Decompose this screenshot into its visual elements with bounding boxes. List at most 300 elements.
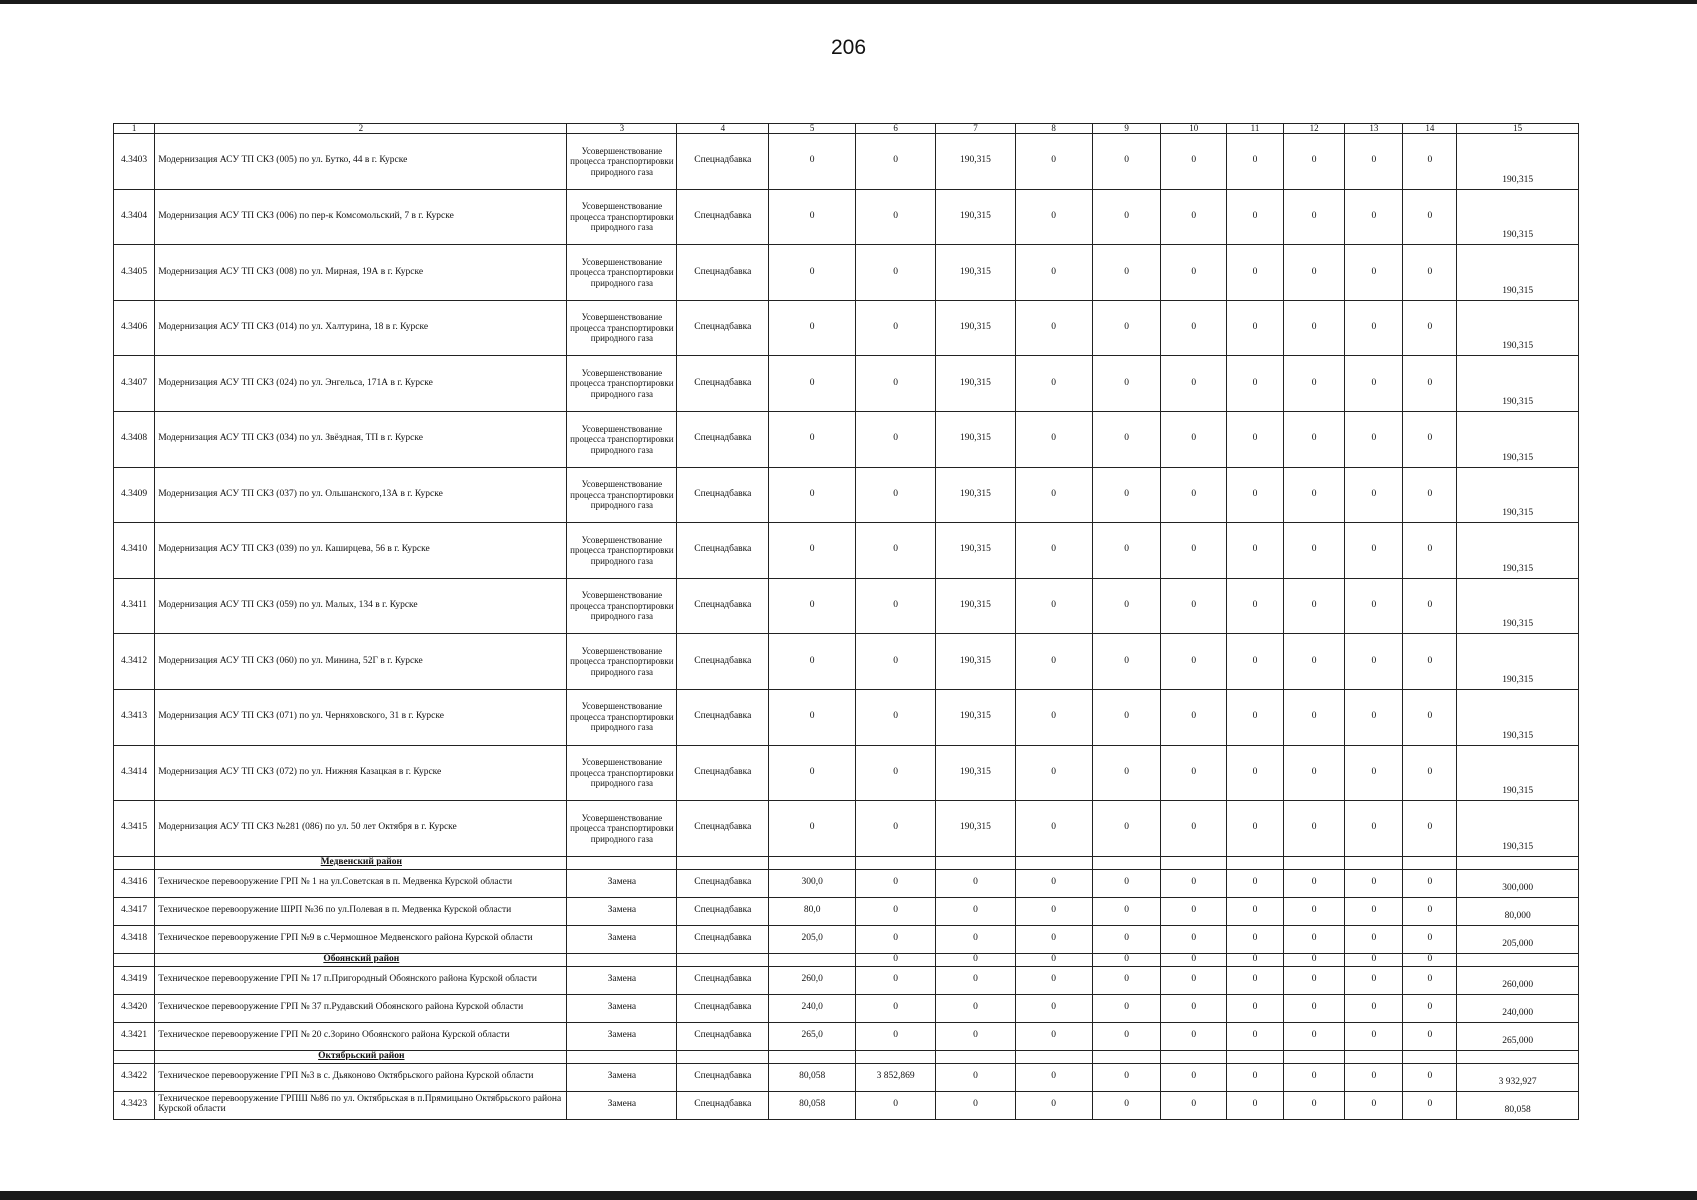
- value-cell-8: 0: [1015, 801, 1092, 857]
- value-cell-9: 0: [1092, 801, 1161, 857]
- project-goal: Замена: [567, 966, 677, 994]
- value-cell-12: 0: [1284, 869, 1345, 897]
- value-cell-6: 0: [855, 801, 935, 857]
- value-cell-7: 0: [936, 1063, 1015, 1091]
- value-cell-10: 0: [1161, 1022, 1227, 1050]
- value-cell-11: 0: [1226, 1022, 1283, 1050]
- section-empty-cell: [1226, 1050, 1283, 1063]
- section-zero-cell: 0: [855, 953, 935, 966]
- row-number: 4.3419: [114, 966, 155, 994]
- section-row: [114, 1050, 1579, 1063]
- project-goal: Замена: [567, 869, 677, 897]
- table-row: [114, 966, 1579, 994]
- column-number-2: 2: [155, 124, 567, 134]
- total-cell: 205,000: [1457, 925, 1579, 953]
- table-row: [114, 356, 1579, 412]
- value-cell-10: 0: [1161, 897, 1227, 925]
- section-zero-cell: 0: [936, 953, 1015, 966]
- value-cell-6: 0: [855, 1091, 935, 1119]
- value-cell-11: 0: [1226, 578, 1283, 634]
- value-cell-5: 260,0: [769, 966, 856, 994]
- value-cell-8: 0: [1015, 966, 1092, 994]
- row-number: 4.3404: [114, 189, 155, 245]
- value-cell-7: 190,315: [936, 189, 1015, 245]
- value-cell-14: 0: [1403, 578, 1457, 634]
- page-number: 206: [830, 36, 867, 59]
- section-empty-cell: [1457, 856, 1579, 869]
- scan-border-bottom: [0, 1191, 1697, 1200]
- value-cell-9: 0: [1092, 578, 1161, 634]
- value-cell-5: 0: [769, 356, 856, 412]
- value-cell-13: 0: [1345, 801, 1403, 857]
- project-name: Модернизация АСУ ТП СКЗ (039) по ул. Каширцева, 56 в г. Курске: [155, 523, 567, 579]
- value-cell-10: 0: [1161, 925, 1227, 953]
- row-number: 4.3414: [114, 745, 155, 801]
- value-cell-11: 0: [1226, 523, 1283, 579]
- value-cell-11: 0: [1226, 300, 1283, 356]
- table-row: [114, 189, 1579, 245]
- project-goal: Замена: [567, 1091, 677, 1119]
- column-number-15: 15: [1457, 124, 1579, 134]
- value-cell-10: 0: [1161, 994, 1227, 1022]
- funding-source: Спецнадбавка: [677, 300, 769, 356]
- section-title: Обоянский район: [155, 953, 567, 966]
- value-cell-5: 0: [769, 134, 856, 190]
- value-cell-10: 0: [1161, 189, 1227, 245]
- table-row: [114, 994, 1579, 1022]
- value-cell-14: 0: [1403, 1063, 1457, 1091]
- value-cell-12: 0: [1284, 578, 1345, 634]
- row-number: 4.3410: [114, 523, 155, 579]
- column-number-14: 14: [1403, 124, 1457, 134]
- section-empty-cell: [1457, 953, 1579, 966]
- row-number: 4.3420: [114, 994, 155, 1022]
- value-cell-11: 0: [1226, 467, 1283, 523]
- value-cell-10: 0: [1161, 300, 1227, 356]
- project-goal: Замена: [567, 925, 677, 953]
- value-cell-8: 0: [1015, 189, 1092, 245]
- table-row: [114, 869, 1579, 897]
- table-row: [114, 1022, 1579, 1050]
- funding-source: Спецнадбавка: [677, 467, 769, 523]
- value-cell-6: 0: [855, 523, 935, 579]
- value-cell-7: 190,315: [936, 245, 1015, 301]
- value-cell-6: 0: [855, 634, 935, 690]
- value-cell-7: 190,315: [936, 801, 1015, 857]
- value-cell-12: 0: [1284, 411, 1345, 467]
- section-empty-cell: [1284, 1050, 1345, 1063]
- value-cell-7: 0: [936, 925, 1015, 953]
- value-cell-13: 0: [1345, 869, 1403, 897]
- value-cell-7: 190,315: [936, 523, 1015, 579]
- value-cell-13: 0: [1345, 745, 1403, 801]
- section-empty-cell: [855, 1050, 935, 1063]
- value-cell-7: 190,315: [936, 134, 1015, 190]
- column-number-11: 11: [1226, 124, 1283, 134]
- funding-source: Спецнадбавка: [677, 994, 769, 1022]
- funding-source: Спецнадбавка: [677, 634, 769, 690]
- value-cell-14: 0: [1403, 966, 1457, 994]
- value-cell-12: 0: [1284, 189, 1345, 245]
- value-cell-7: 0: [936, 869, 1015, 897]
- value-cell-7: 0: [936, 1022, 1015, 1050]
- total-cell: 190,315: [1457, 134, 1579, 190]
- column-number-5: 5: [769, 124, 856, 134]
- section-empty-cell: [677, 1050, 769, 1063]
- value-cell-13: 0: [1345, 897, 1403, 925]
- section-zero-cell: 0: [1345, 953, 1403, 966]
- project-name: Техническое перевооружение ГРП № 37 п.Рудавский Обоянского района Курской области: [155, 994, 567, 1022]
- funding-source: Спецнадбавка: [677, 897, 769, 925]
- value-cell-10: 0: [1161, 523, 1227, 579]
- value-cell-12: 0: [1284, 245, 1345, 301]
- value-cell-5: 0: [769, 801, 856, 857]
- value-cell-9: 0: [1092, 134, 1161, 190]
- table-body: [114, 124, 1579, 1120]
- total-cell: 3 932,927: [1457, 1063, 1579, 1091]
- project-name: Техническое перевооружение ГРП № 20 с.Зорино Обоянского района Курской области: [155, 1022, 567, 1050]
- value-cell-12: 0: [1284, 801, 1345, 857]
- project-name: Модернизация АСУ ТП СКЗ №281 (086) по ул. 50 лет Октября в г. Курске: [155, 801, 567, 857]
- table-row: [114, 411, 1579, 467]
- section-zero-cell: 0: [1284, 953, 1345, 966]
- value-cell-8: 0: [1015, 467, 1092, 523]
- value-cell-11: 0: [1226, 801, 1283, 857]
- value-cell-9: 0: [1092, 467, 1161, 523]
- project-goal: Усовершенствование процесса транспортировки природного газа: [567, 300, 677, 356]
- value-cell-13: 0: [1345, 300, 1403, 356]
- total-cell: 190,315: [1457, 689, 1579, 745]
- project-goal: Замена: [567, 897, 677, 925]
- project-name: Техническое перевооружение ГРПШ №86 по ул. Октябрьская в п.Прямицыно Октябрьского района Курской области: [155, 1091, 567, 1119]
- table-row: [114, 897, 1579, 925]
- row-number: 4.3403: [114, 134, 155, 190]
- column-number-1: 1: [114, 124, 155, 134]
- table-row: [114, 523, 1579, 579]
- value-cell-7: 0: [936, 1091, 1015, 1119]
- section-empty-cell: [1403, 856, 1457, 869]
- column-number-8: 8: [1015, 124, 1092, 134]
- project-goal: Усовершенствование процесса транспортировки природного газа: [567, 134, 677, 190]
- value-cell-12: 0: [1284, 134, 1345, 190]
- value-cell-14: 0: [1403, 245, 1457, 301]
- value-cell-10: 0: [1161, 966, 1227, 994]
- table-row: [114, 300, 1579, 356]
- row-number: 4.3423: [114, 1091, 155, 1119]
- project-goal: Усовершенствование процесса транспортировки природного газа: [567, 634, 677, 690]
- funding-source: Спецнадбавка: [677, 925, 769, 953]
- value-cell-14: 0: [1403, 634, 1457, 690]
- value-cell-12: 0: [1284, 689, 1345, 745]
- value-cell-11: 0: [1226, 634, 1283, 690]
- value-cell-11: 0: [1226, 356, 1283, 412]
- value-cell-10: 0: [1161, 245, 1227, 301]
- section-zero-cell: 0: [1403, 953, 1457, 966]
- section-empty-cell: [114, 1050, 155, 1063]
- value-cell-8: 0: [1015, 578, 1092, 634]
- project-name: Модернизация АСУ ТП СКЗ (006) по пер-к Комсомольский, 7 в г. Курске: [155, 189, 567, 245]
- value-cell-7: 190,315: [936, 745, 1015, 801]
- value-cell-5: 205,0: [769, 925, 856, 953]
- value-cell-10: 0: [1161, 869, 1227, 897]
- value-cell-6: 0: [855, 745, 935, 801]
- value-cell-14: 0: [1403, 689, 1457, 745]
- value-cell-11: 0: [1226, 134, 1283, 190]
- project-name: Модернизация АСУ ТП СКЗ (034) по ул. Звёздная, ТП в г. Курске: [155, 411, 567, 467]
- value-cell-14: 0: [1403, 411, 1457, 467]
- header-row: [114, 124, 1579, 134]
- section-empty-cell: [1015, 856, 1092, 869]
- project-goal: Усовершенствование процесса транспортировки природного газа: [567, 801, 677, 857]
- total-cell: 190,315: [1457, 356, 1579, 412]
- total-cell: 190,315: [1457, 634, 1579, 690]
- value-cell-14: 0: [1403, 300, 1457, 356]
- value-cell-5: 300,0: [769, 869, 856, 897]
- funding-source: Спецнадбавка: [677, 745, 769, 801]
- funding-source: Спецнадбавка: [677, 1063, 769, 1091]
- value-cell-14: 0: [1403, 467, 1457, 523]
- value-cell-11: 0: [1226, 994, 1283, 1022]
- value-cell-6: 0: [855, 897, 935, 925]
- value-cell-8: 0: [1015, 634, 1092, 690]
- table-row: [114, 689, 1579, 745]
- row-number: 4.3422: [114, 1063, 155, 1091]
- project-name: Модернизация АСУ ТП СКЗ (014) по ул. Халтурина, 18 в г. Курске: [155, 300, 567, 356]
- value-cell-10: 0: [1161, 134, 1227, 190]
- value-cell-13: 0: [1345, 1063, 1403, 1091]
- value-cell-9: 0: [1092, 689, 1161, 745]
- value-cell-5: 0: [769, 523, 856, 579]
- funding-source: Спецнадбавка: [677, 578, 769, 634]
- value-cell-13: 0: [1345, 689, 1403, 745]
- row-number: 4.3412: [114, 634, 155, 690]
- value-cell-5: 0: [769, 300, 856, 356]
- value-cell-8: 0: [1015, 1091, 1092, 1119]
- section-empty-cell: [936, 1050, 1015, 1063]
- value-cell-12: 0: [1284, 745, 1345, 801]
- value-cell-9: 0: [1092, 245, 1161, 301]
- value-cell-14: 0: [1403, 134, 1457, 190]
- value-cell-6: 0: [855, 578, 935, 634]
- funding-source: Спецнадбавка: [677, 356, 769, 412]
- project-goal: Усовершенствование процесса транспортировки природного газа: [567, 189, 677, 245]
- total-cell: 190,315: [1457, 189, 1579, 245]
- value-cell-9: 0: [1092, 897, 1161, 925]
- table-row: [114, 1091, 1579, 1119]
- value-cell-9: 0: [1092, 966, 1161, 994]
- value-cell-5: 0: [769, 634, 856, 690]
- section-row: [114, 856, 1579, 869]
- total-cell: 80,000: [1457, 897, 1579, 925]
- value-cell-14: 0: [1403, 869, 1457, 897]
- total-cell: 190,315: [1457, 523, 1579, 579]
- investment-table: [113, 123, 1579, 1120]
- project-name: Модернизация АСУ ТП СКЗ (060) по ул. Минина, 52Г в г. Курске: [155, 634, 567, 690]
- project-name: Модернизация АСУ ТП СКЗ (037) по ул. Ольшанского,13А в г. Курске: [155, 467, 567, 523]
- value-cell-12: 0: [1284, 994, 1345, 1022]
- section-empty-cell: [1226, 856, 1283, 869]
- value-cell-13: 0: [1345, 994, 1403, 1022]
- value-cell-11: 0: [1226, 869, 1283, 897]
- value-cell-8: 0: [1015, 897, 1092, 925]
- project-name: Модернизация АСУ ТП СКЗ (072) по ул. Нижняя Казацкая в г. Курске: [155, 745, 567, 801]
- value-cell-7: 190,315: [936, 411, 1015, 467]
- value-cell-10: 0: [1161, 578, 1227, 634]
- value-cell-5: 0: [769, 745, 856, 801]
- table-row: [114, 745, 1579, 801]
- scan-border-top: [0, 0, 1697, 4]
- column-number-6: 6: [855, 124, 935, 134]
- column-number-4: 4: [677, 124, 769, 134]
- value-cell-5: 0: [769, 189, 856, 245]
- section-empty-cell: [677, 856, 769, 869]
- value-cell-8: 0: [1015, 1063, 1092, 1091]
- project-goal: Усовершенствование процесса транспортировки природного газа: [567, 523, 677, 579]
- value-cell-9: 0: [1092, 634, 1161, 690]
- value-cell-11: 0: [1226, 745, 1283, 801]
- table-row: [114, 801, 1579, 857]
- value-cell-9: 0: [1092, 300, 1161, 356]
- project-goal: Усовершенствование процесса транспортировки природного газа: [567, 578, 677, 634]
- project-name: Модернизация АСУ ТП СКЗ (071) по ул. Черняховского, 31 в г. Курске: [155, 689, 567, 745]
- row-number: 4.3415: [114, 801, 155, 857]
- value-cell-8: 0: [1015, 245, 1092, 301]
- funding-source: Спецнадбавка: [677, 245, 769, 301]
- column-number-10: 10: [1161, 124, 1227, 134]
- table-row: [114, 467, 1579, 523]
- section-empty-cell: [1403, 1050, 1457, 1063]
- value-cell-7: 0: [936, 994, 1015, 1022]
- section-title: Медвенский район: [155, 856, 567, 869]
- value-cell-8: 0: [1015, 869, 1092, 897]
- project-name: Модернизация АСУ ТП СКЗ (008) по ул. Мирная, 19А в г. Курске: [155, 245, 567, 301]
- value-cell-12: 0: [1284, 897, 1345, 925]
- row-number: 4.3407: [114, 356, 155, 412]
- funding-source: Спецнадбавка: [677, 523, 769, 579]
- value-cell-9: 0: [1092, 745, 1161, 801]
- value-cell-9: 0: [1092, 925, 1161, 953]
- total-cell: 190,315: [1457, 411, 1579, 467]
- value-cell-7: 190,315: [936, 689, 1015, 745]
- section-title: Октябрьский район: [155, 1050, 567, 1063]
- value-cell-14: 0: [1403, 1091, 1457, 1119]
- value-cell-5: 0: [769, 245, 856, 301]
- funding-source: Спецнадбавка: [677, 966, 769, 994]
- row-number: 4.3418: [114, 925, 155, 953]
- value-cell-12: 0: [1284, 925, 1345, 953]
- value-cell-5: 265,0: [769, 1022, 856, 1050]
- project-name: Техническое перевооружение ГРП № 1 на ул.Советская в п. Медвенка Курской области: [155, 869, 567, 897]
- row-number: 4.3408: [114, 411, 155, 467]
- value-cell-9: 0: [1092, 869, 1161, 897]
- section-empty-cell: [114, 856, 155, 869]
- section-empty-cell: [1092, 1050, 1161, 1063]
- value-cell-5: 80,0: [769, 897, 856, 925]
- table-row: [114, 134, 1579, 190]
- total-cell: 190,315: [1457, 467, 1579, 523]
- value-cell-6: 0: [855, 189, 935, 245]
- section-empty-cell: [936, 856, 1015, 869]
- value-cell-12: 0: [1284, 356, 1345, 412]
- value-cell-14: 0: [1403, 523, 1457, 579]
- funding-source: Спецнадбавка: [677, 1091, 769, 1119]
- section-empty-cell: [1345, 1050, 1403, 1063]
- value-cell-13: 0: [1345, 356, 1403, 412]
- column-number-12: 12: [1284, 124, 1345, 134]
- value-cell-5: 80,058: [769, 1063, 856, 1091]
- funding-source: Спецнадбавка: [677, 689, 769, 745]
- value-cell-13: 0: [1345, 467, 1403, 523]
- value-cell-8: 0: [1015, 1022, 1092, 1050]
- funding-source: Спецнадбавка: [677, 411, 769, 467]
- value-cell-13: 0: [1345, 634, 1403, 690]
- value-cell-7: 190,315: [936, 578, 1015, 634]
- value-cell-5: 80,058: [769, 1091, 856, 1119]
- section-zero-cell: 0: [1015, 953, 1092, 966]
- section-empty-cell: [1161, 856, 1227, 869]
- value-cell-12: 0: [1284, 467, 1345, 523]
- table-row: [114, 1063, 1579, 1091]
- value-cell-14: 0: [1403, 994, 1457, 1022]
- column-number-7: 7: [936, 124, 1015, 134]
- value-cell-13: 0: [1345, 925, 1403, 953]
- total-cell: 300,000: [1457, 869, 1579, 897]
- value-cell-5: 0: [769, 411, 856, 467]
- project-goal: Усовершенствование процесса транспортировки природного газа: [567, 411, 677, 467]
- value-cell-6: 0: [855, 994, 935, 1022]
- project-goal: Усовершенствование процесса транспортировки природного газа: [567, 467, 677, 523]
- section-zero-cell: 0: [1226, 953, 1283, 966]
- section-empty-cell: [769, 856, 856, 869]
- table-row: [114, 634, 1579, 690]
- value-cell-5: 240,0: [769, 994, 856, 1022]
- project-name: Техническое перевооружение ШРП №36 по ул.Полевая в п. Медвенка Курской области: [155, 897, 567, 925]
- value-cell-8: 0: [1015, 689, 1092, 745]
- value-cell-8: 0: [1015, 994, 1092, 1022]
- project-name: Модернизация АСУ ТП СКЗ (059) по ул. Малых, 134 в г. Курске: [155, 578, 567, 634]
- value-cell-14: 0: [1403, 745, 1457, 801]
- value-cell-11: 0: [1226, 189, 1283, 245]
- section-empty-cell: [1284, 856, 1345, 869]
- value-cell-13: 0: [1345, 523, 1403, 579]
- total-cell: 190,315: [1457, 245, 1579, 301]
- value-cell-7: 190,315: [936, 634, 1015, 690]
- value-cell-13: 0: [1345, 966, 1403, 994]
- total-cell: 190,315: [1457, 300, 1579, 356]
- total-cell: 240,000: [1457, 994, 1579, 1022]
- row-number: 4.3411: [114, 578, 155, 634]
- value-cell-11: 0: [1226, 1091, 1283, 1119]
- value-cell-6: 3 852,869: [855, 1063, 935, 1091]
- section-empty-cell: [1457, 1050, 1579, 1063]
- section-empty-cell: [677, 953, 769, 966]
- value-cell-7: 190,315: [936, 300, 1015, 356]
- section-empty-cell: [567, 856, 677, 869]
- value-cell-10: 0: [1161, 801, 1227, 857]
- value-cell-8: 0: [1015, 745, 1092, 801]
- value-cell-6: 0: [855, 245, 935, 301]
- row-number: 4.3405: [114, 245, 155, 301]
- value-cell-13: 0: [1345, 245, 1403, 301]
- value-cell-8: 0: [1015, 134, 1092, 190]
- project-goal: Усовершенствование процесса транспортировки природного газа: [567, 689, 677, 745]
- section-empty-cell: [769, 1050, 856, 1063]
- row-number: 4.3421: [114, 1022, 155, 1050]
- value-cell-11: 0: [1226, 689, 1283, 745]
- value-cell-10: 0: [1161, 1063, 1227, 1091]
- column-number-13: 13: [1345, 124, 1403, 134]
- value-cell-10: 0: [1161, 745, 1227, 801]
